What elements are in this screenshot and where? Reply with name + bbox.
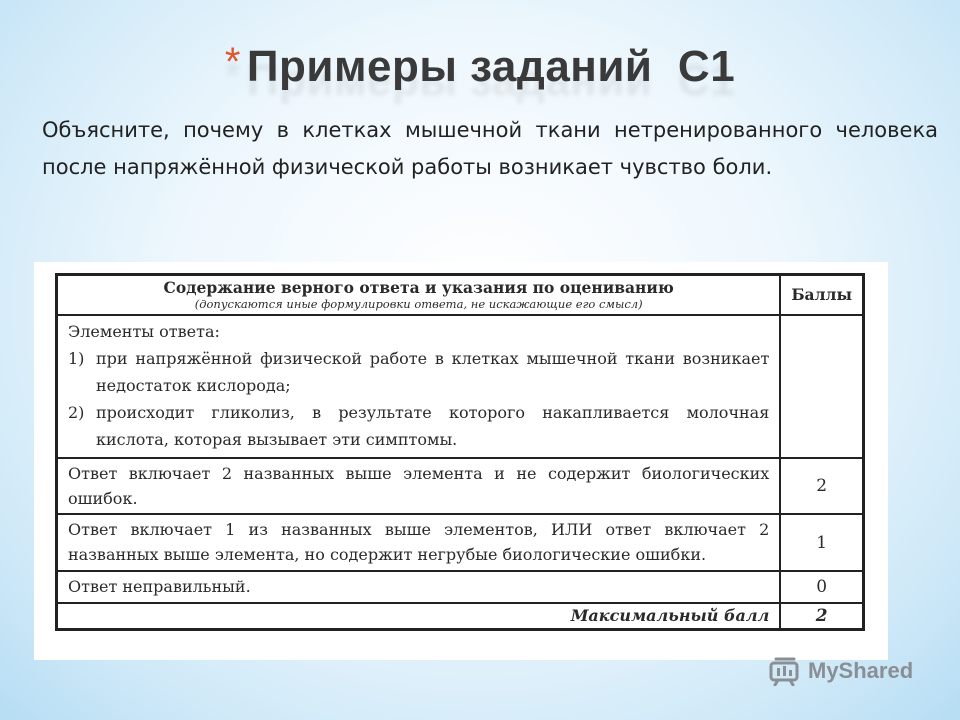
- grading-table-image: [34, 262, 888, 660]
- title-text: Примеры заданий С1: [246, 42, 736, 91]
- max-score-value: 2: [780, 603, 863, 630]
- answer-elements-cell: [57, 315, 781, 458]
- watermark: [768, 656, 913, 686]
- max-score-row: [57, 603, 864, 630]
- element-number: 1): [68, 348, 85, 368]
- criterion-points: 2: [780, 458, 863, 515]
- element-text: происходит гликолиз, в результате которого накапливается молочная кислота, которая вызывает эти симптомы.: [96, 402, 770, 449]
- empty-points-cell: [780, 315, 863, 458]
- table-row: [57, 514, 864, 571]
- header-points-cell: Баллы: [780, 275, 863, 315]
- list-item: [68, 345, 769, 399]
- watermark-text: MyShared: [808, 658, 914, 683]
- slide-title: [0, 40, 960, 92]
- criterion-text: Ответ включает 2 названных выше элемента и не содержит биологических ошибок.: [57, 458, 781, 515]
- header-subtitle: (допускаются иные формулировки ответа, не искажающие его смысл): [194, 297, 643, 312]
- criterion-text: Ответ включает 1 из названных выше элементов, ИЛИ ответ включает 2 названных выше элемента, но содержит негрубые биологические ошибки.: [57, 514, 781, 571]
- title-star-marker: *: [224, 40, 241, 84]
- table-row: [57, 571, 864, 602]
- answer-elements-row: [57, 315, 864, 458]
- element-text: при напряжённой физической работе в клетках мышечной ткани возникает недостаток кислорода;: [96, 348, 770, 395]
- criterion-text: Ответ неправильный.: [57, 571, 781, 602]
- table-header-row: [57, 275, 864, 315]
- element-number: 2): [68, 402, 85, 422]
- elements-heading: Элементы ответа:: [68, 321, 220, 341]
- criterion-points: 1: [780, 514, 863, 571]
- table-row: [57, 458, 864, 515]
- criterion-points: 0: [780, 571, 863, 602]
- grading-table: [55, 273, 865, 631]
- question-text: Объясните, почему в клетках мышечной ткани нетренированного человека после напряжённой физической работы возникает чувство боли.: [42, 118, 938, 179]
- header-title: Содержание верного ответа и указания по оцениванию: [163, 278, 674, 298]
- max-score-label: Максимальный балл: [57, 603, 781, 630]
- list-item: [68, 399, 769, 453]
- myshared-logo-icon: [768, 656, 802, 686]
- header-content-cell: [57, 275, 781, 315]
